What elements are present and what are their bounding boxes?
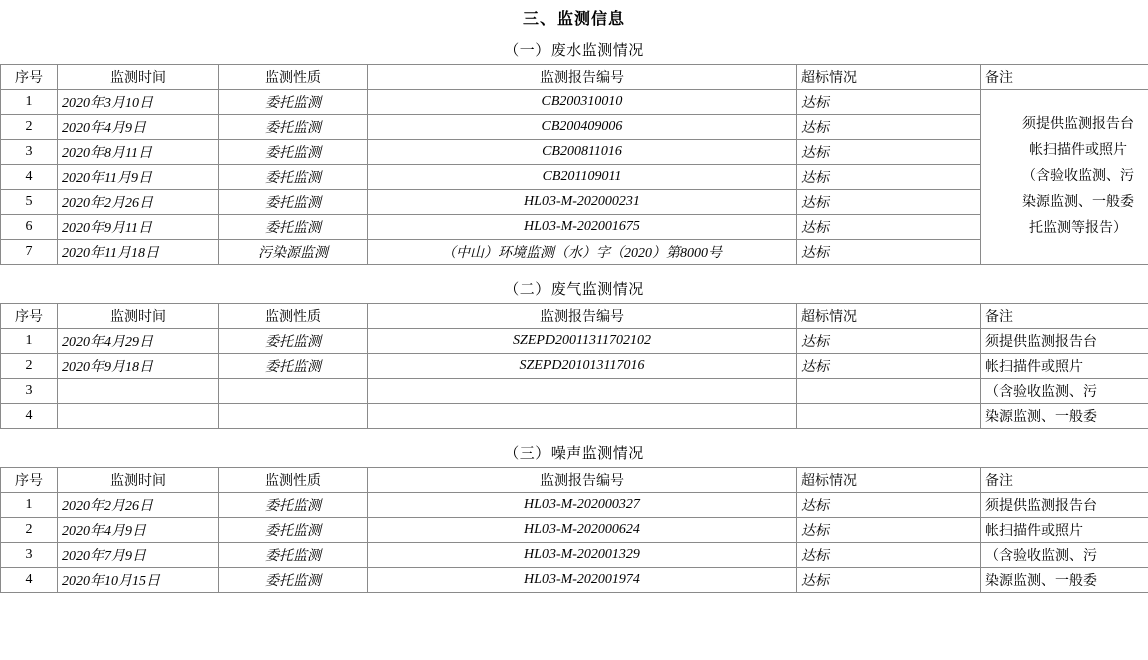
table-header-row — [1, 468, 1148, 493]
column-header-exceed: 超标情况 — [797, 65, 981, 90]
section-title-noise: （三）噪声监测情况 — [504, 446, 644, 462]
cell-remark: 帐扫描件或照片 — [981, 518, 1148, 543]
cell-exceed: 达标 — [797, 568, 981, 593]
section-spacer — [0, 265, 1148, 273]
column-header-remark: 备注 — [981, 468, 1148, 493]
cell-exceed: 达标 — [797, 165, 981, 190]
section-spacer — [0, 429, 1148, 437]
table-row — [1, 518, 1148, 543]
cell-time: 2020年4月29日 — [58, 329, 219, 354]
cell-exceed: 达标 — [797, 90, 981, 115]
cell-exceed: 达标 — [797, 115, 981, 140]
table-row — [1, 493, 1148, 518]
remark-line: 须提供监测报告台 — [1022, 117, 1134, 132]
cell-nature: 委托监测 — [219, 165, 368, 190]
cell-exceed: 达标 — [797, 543, 981, 568]
cell-remark: 染源监测、一般委 — [981, 404, 1148, 429]
cell-nature: 委托监测 — [219, 190, 368, 215]
column-header-index: 序号 — [1, 65, 58, 90]
table-row — [1, 215, 1148, 240]
cell-nature: 委托监测 — [219, 115, 368, 140]
cell-exceed: 达标 — [797, 240, 981, 265]
column-header-remark: 备注 — [981, 65, 1148, 90]
column-header-nature: 监测性质 — [219, 468, 368, 493]
cell-time: 2020年7月9日 — [58, 543, 219, 568]
cell-time — [58, 379, 219, 404]
cell-time: 2020年11月9日 — [58, 165, 219, 190]
cell-report-no: CB201109011 — [368, 165, 797, 190]
table-row — [1, 543, 1148, 568]
cell-report-no: HL03-M-202000624 — [368, 518, 797, 543]
cell-remark: 染源监测、一般委 — [981, 568, 1148, 593]
column-header-time: 监测时间 — [58, 468, 219, 493]
cell-index: 2 — [1, 518, 58, 543]
cell-exceed: 达标 — [797, 354, 981, 379]
cell-report-no — [368, 379, 797, 404]
section-title-waste-gas: （二）废气监测情况 — [504, 282, 644, 298]
cell-time: 2020年3月10日 — [58, 90, 219, 115]
cell-exceed: 达标 — [797, 190, 981, 215]
cell-index: 1 — [1, 493, 58, 518]
cell-report-no: （中山）环境监测（水）字（2020）第8000号 — [368, 240, 797, 265]
column-header-index: 序号 — [1, 468, 58, 493]
column-header-time: 监测时间 — [58, 65, 219, 90]
column-header-report-no: 监测报告编号 — [368, 304, 797, 329]
table-row — [1, 140, 1148, 165]
section-title-wastewater: （一）废水监测情况 — [504, 43, 644, 59]
cell-index: 7 — [1, 240, 58, 265]
cell-remark: 须提供监测报告台 — [981, 493, 1148, 518]
table-header-row — [1, 304, 1148, 329]
table-row — [1, 165, 1148, 190]
cell-exceed: 达标 — [797, 140, 981, 165]
cell-index: 5 — [1, 190, 58, 215]
cell-nature: 污染源监测 — [219, 240, 368, 265]
remark-line: 托监测等报告） — [1029, 221, 1127, 236]
cell-index: 1 — [1, 329, 58, 354]
cell-time: 2020年2月26日 — [58, 493, 219, 518]
cell-time: 2020年9月11日 — [58, 215, 219, 240]
table-row — [1, 90, 1148, 115]
cell-index: 1 — [1, 90, 58, 115]
cell-time — [58, 404, 219, 429]
cell-index: 4 — [1, 165, 58, 190]
cell-index: 4 — [1, 568, 58, 593]
cell-time: 2020年9月18日 — [58, 354, 219, 379]
cell-remark-merged — [981, 90, 1148, 265]
cell-time: 2020年11月18日 — [58, 240, 219, 265]
table-header-row — [1, 65, 1148, 90]
cell-index: 3 — [1, 543, 58, 568]
table-row — [1, 329, 1148, 354]
cell-index: 6 — [1, 215, 58, 240]
cell-report-no: CB200310010 — [368, 90, 797, 115]
cell-exceed: 达标 — [797, 329, 981, 354]
column-header-time: 监测时间 — [58, 304, 219, 329]
cell-exceed: 达标 — [797, 493, 981, 518]
table-row — [1, 115, 1148, 140]
column-header-report-no: 监测报告编号 — [368, 468, 797, 493]
cell-report-no: SZEPD20011311702102 — [368, 329, 797, 354]
cell-report-no: HL03-M-202001974 — [368, 568, 797, 593]
cell-index: 2 — [1, 115, 58, 140]
cell-time: 2020年10月15日 — [58, 568, 219, 593]
column-header-nature: 监测性质 — [219, 65, 368, 90]
cell-remark: 须提供监测报告台 — [981, 329, 1148, 354]
cell-report-no: HL03-M-202000231 — [368, 190, 797, 215]
cell-nature: 委托监测 — [219, 215, 368, 240]
cell-index: 4 — [1, 404, 58, 429]
cell-nature: 委托监测 — [219, 518, 368, 543]
column-header-exceed: 超标情况 — [797, 468, 981, 493]
cell-report-no — [368, 404, 797, 429]
cell-report-no: SZEPD201013117016 — [368, 354, 797, 379]
table-row — [1, 240, 1148, 265]
table-row — [1, 354, 1148, 379]
cell-nature: 委托监测 — [219, 493, 368, 518]
cell-time: 2020年8月11日 — [58, 140, 219, 165]
cell-nature: 委托监测 — [219, 90, 368, 115]
remark-line: 帐扫描件或照片 — [1029, 143, 1127, 158]
cell-nature: 委托监测 — [219, 568, 368, 593]
cell-time: 2020年4月9日 — [58, 115, 219, 140]
cell-exceed: 达标 — [797, 215, 981, 240]
table-waste-gas — [0, 303, 1148, 429]
cell-nature: 委托监测 — [219, 329, 368, 354]
cell-index: 3 — [1, 140, 58, 165]
cell-remark: （含验收监测、污 — [981, 543, 1148, 568]
cell-report-no: HL03-M-202001675 — [368, 215, 797, 240]
table-row — [1, 190, 1148, 215]
column-header-remark: 备注 — [981, 304, 1148, 329]
cell-nature: 委托监测 — [219, 354, 368, 379]
cell-report-no: HL03-M-202001329 — [368, 543, 797, 568]
cell-exceed: 达标 — [797, 518, 981, 543]
table-row — [1, 379, 1148, 404]
column-header-exceed: 超标情况 — [797, 304, 981, 329]
cell-nature: 委托监测 — [219, 140, 368, 165]
cell-nature — [219, 379, 368, 404]
cell-remark: （含验收监测、污 — [981, 379, 1148, 404]
table-row — [1, 404, 1148, 429]
cell-nature: 委托监测 — [219, 543, 368, 568]
cell-time: 2020年2月26日 — [58, 190, 219, 215]
table-noise — [0, 467, 1148, 593]
page-title: 三、监测信息 — [522, 11, 625, 28]
cell-report-no: CB200811016 — [368, 140, 797, 165]
cell-report-no: CB200409006 — [368, 115, 797, 140]
table-wastewater — [0, 64, 1148, 265]
cell-time: 2020年4月9日 — [58, 518, 219, 543]
column-header-nature: 监测性质 — [219, 304, 368, 329]
cell-remark: 帐扫描件或照片 — [981, 354, 1148, 379]
cell-nature — [219, 404, 368, 429]
cell-exceed — [797, 404, 981, 429]
column-header-index: 序号 — [1, 304, 58, 329]
column-header-report-no: 监测报告编号 — [368, 65, 797, 90]
cell-index: 2 — [1, 354, 58, 379]
cell-report-no: HL03-M-202000327 — [368, 493, 797, 518]
remark-line: 染源监测、一般委 — [1022, 195, 1134, 210]
cell-exceed — [797, 379, 981, 404]
cell-index: 3 — [1, 379, 58, 404]
remark-line: （含验收监测、污 — [1022, 169, 1134, 184]
table-row — [1, 568, 1148, 593]
